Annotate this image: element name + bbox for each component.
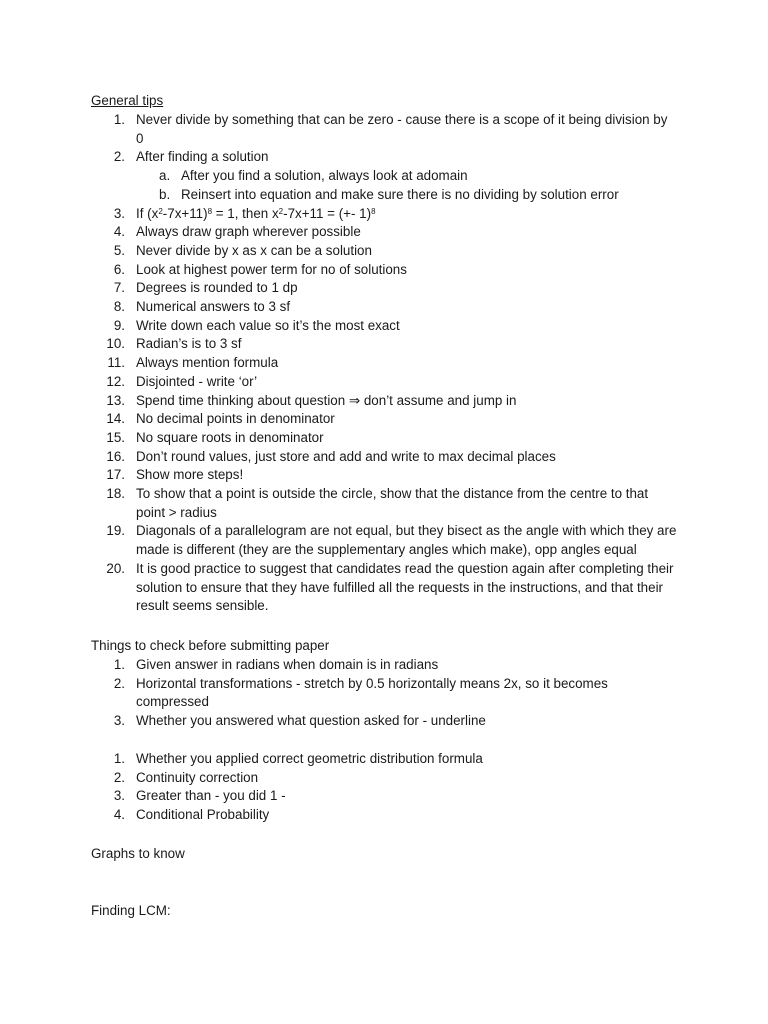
item-text: Whether you answered what question asked for - underline (136, 713, 486, 729)
item-number: 2. (113, 769, 125, 785)
list-item (91, 354, 678, 373)
item-number: 11. (107, 355, 125, 371)
item-text: Numerical answers to 3 sf (136, 299, 291, 315)
item-text: Degrees is rounded to 1 dp (136, 280, 298, 296)
check-before-submitting-list (91, 656, 678, 731)
general-tips-list (91, 111, 678, 616)
item-number: 3. (113, 713, 125, 729)
item-number: 4. (113, 807, 125, 823)
item-text: Diagonals of a parallelogram are not equal, but they bisect as the angle with which they are made is different (they are the supplementary angles which make), opp angles equal (136, 523, 677, 558)
item-text: No decimal points in denominator (136, 411, 335, 427)
list-item (91, 242, 678, 261)
item-number: 10. (106, 336, 125, 352)
item-text: If $(x^2-7x+11)^8 = 1$, then $x^2-7x+11$ = (+- 1)$^8$ (136, 205, 376, 221)
list-item (91, 111, 678, 148)
list-item (91, 335, 678, 354)
item-text: Never divide by x as x can be a solution (136, 242, 372, 258)
item-number: 19. (106, 523, 125, 539)
list-item (91, 787, 678, 806)
item-letter: b. (159, 186, 171, 202)
item-text: Reinsert into equation and make sure there is no dividing by solution error (181, 186, 619, 202)
item-number: 6. (113, 261, 125, 277)
item-text: Always mention formula (136, 355, 279, 371)
item-text: Always draw graph wherever possible (136, 224, 361, 240)
list-item (91, 205, 678, 224)
item-text: After you find a solution, always look at adomain (181, 168, 468, 184)
item-number: 4. (113, 224, 125, 240)
item-text: Disjointed - write ‘or’ (136, 373, 258, 389)
item-text: Never divide by something that can be zero - cause there is a scope of it being division by 0 (136, 112, 668, 146)
list-item (91, 223, 678, 242)
check-before-submitting-heading: Things to check before submitting paper (91, 638, 330, 653)
list-item (91, 806, 678, 825)
list-item (91, 466, 678, 485)
list-item (91, 485, 678, 522)
general-tips-heading: General tips (91, 93, 164, 108)
item-text: No square roots in denominator (136, 429, 324, 445)
item-number: 15. (106, 429, 125, 445)
finding-lcm-heading: Finding LCM: (91, 903, 171, 918)
list-item (91, 675, 678, 712)
item-number: 18. (106, 486, 125, 502)
graphs-to-know-heading: Graphs to know (91, 846, 185, 861)
list-item (91, 261, 678, 280)
list-item (91, 279, 678, 298)
item-text: Spend time thinking about question ⇒ don’t assume and jump in (136, 392, 517, 408)
item-text: Given answer in radians when domain is in radians (136, 657, 439, 672)
list-item (91, 298, 678, 317)
item-letter: a. (159, 168, 171, 184)
sub-list-item (91, 186, 678, 205)
item-number: 7. (113, 280, 125, 296)
item-number: 1. (113, 751, 125, 766)
item-number: 12. (106, 373, 125, 389)
list-item (91, 560, 678, 616)
item-text: Conditional Probability (136, 807, 270, 823)
list-item (91, 769, 678, 788)
item-text: Continuity correction (136, 769, 259, 785)
item-number: 16. (106, 448, 125, 464)
item-text: Horizontal transformations - stretch by 0.5 horizontally means 2x, so it becomes compressed (136, 675, 608, 710)
list-item (91, 448, 678, 467)
item-text: Write down each value so it’s the most exact (136, 317, 400, 333)
list-item (91, 656, 678, 675)
list-item (91, 522, 678, 559)
item-number: 9. (113, 317, 125, 333)
item-number: 14. (106, 411, 125, 427)
list-item (91, 750, 678, 769)
item-text: After finding a solution (136, 149, 269, 165)
statistics-checks-list (91, 750, 678, 825)
list-item (91, 317, 678, 336)
list-item (91, 429, 678, 448)
list-item (91, 712, 678, 731)
item-text: Whether you applied correct geometric distribution formula (136, 751, 483, 766)
item-number: 2. (113, 149, 125, 165)
item-text: Radian’s is to 3 sf (136, 336, 242, 352)
list-item (91, 410, 678, 429)
item-text: Don’t round values, just store and add and write to max decimal places (136, 448, 556, 464)
item-number: 20. (106, 560, 125, 576)
list-item (91, 373, 678, 392)
item-number: 2. (113, 675, 125, 691)
item-text: To show that a point is outside the circle, show that the distance from the centre to that point > radius (136, 486, 649, 520)
item-text: Greater than - you did 1 - (136, 788, 286, 804)
item-number: 3. (113, 205, 125, 221)
item-text: It is good practice to suggest that candidates read the question again after completing their solution to ensure that they have fulfilled all the requests in the instructions, and that their result seems sensible. (136, 560, 674, 614)
item-text: Look at highest power term for no of solutions (136, 261, 407, 277)
item-number: 17. (106, 467, 125, 483)
list-item (91, 148, 678, 167)
item-number: 5. (113, 242, 125, 258)
item-text: Show more steps! (136, 467, 244, 483)
item-number: 8. (113, 299, 125, 315)
item-number: 1. (113, 112, 125, 127)
item-number: 13. (106, 392, 125, 408)
item-number: 1. (113, 657, 125, 672)
list-item (91, 392, 678, 411)
sub-list-item (91, 167, 678, 186)
item-number: 3. (113, 788, 125, 804)
